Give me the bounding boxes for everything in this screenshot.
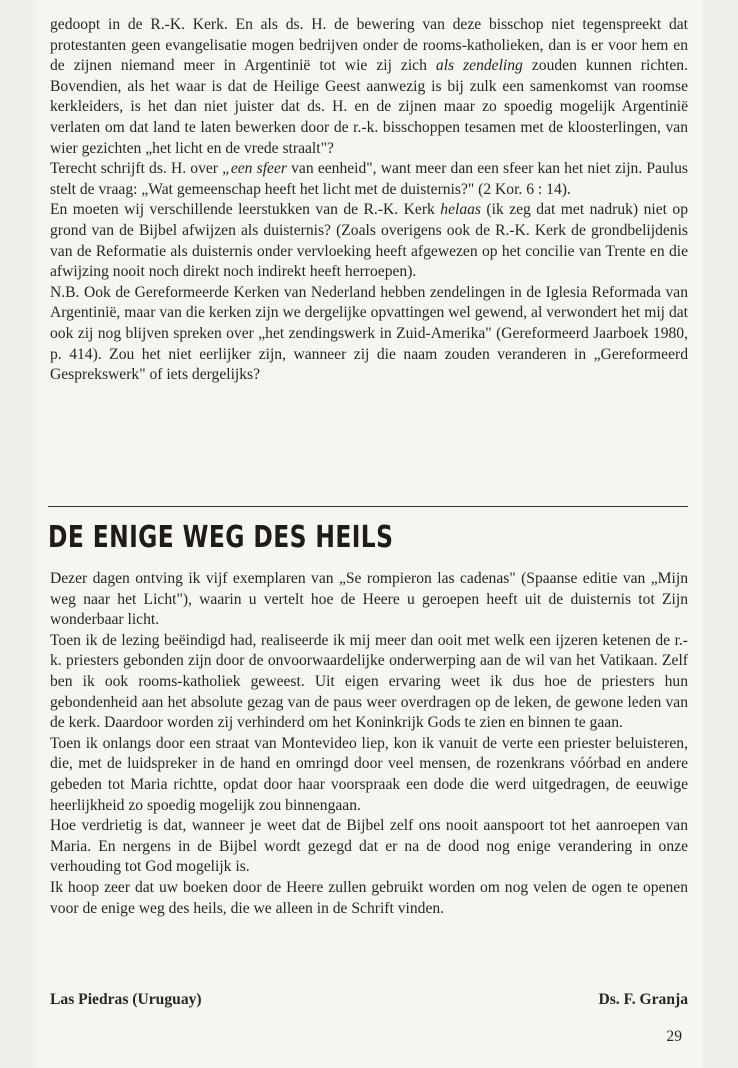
document-page — [36, 0, 702, 1068]
italic-emphasis: als zendeling — [435, 57, 523, 75]
paragraph: Terecht schrijft ds. H. over „een sfeer van eenheid", want meer dan een sfeer kan het niet zijn. Paulus stelt de vraag: „Wat gemeenschap heeft het licht met de duisternis?" (2 Kor. 6 : 14). — [50, 160, 688, 198]
article-heading: DE ENIGE WEG DES HEILS — [48, 520, 394, 555]
signature-line — [50, 990, 688, 1010]
section-divider — [48, 506, 688, 507]
page-number: 29 — [666, 1028, 682, 1045]
italic-emphasis: „een sfeer — [222, 160, 287, 178]
paragraph: Toen ik de lezing beëindigd had, realiseerde ik mij meer dan ooit met welk een ijzeren ketenen de r.-k. priesters gebonden zijn door de onvoorwaardelijke onderwerping aan de wil van het Vatikaan. Zelf ben ik ook rooms-katholiek geweest. Uit eigen ervaring weet ik dus hoe de priesters hun gebondenheid aan het absolute gezag van de paus weer overdragen op de leken, de gewone leden van de kerk. Daardoor worden zij verhinderd om het Koninkrijk Gods te zien en binnen te gaan. — [50, 631, 688, 732]
paragraph: Toen ik onlangs door een straat van Montevideo liep, kon ik vanuit de verte een priester beluisteren, die, met de luidspreker in de hand en omringd door veel mensen, de rozenkrans vóórbad en andere gebeden tot Maria richtte, opdat door haar voorspraak een dode die werd uitgedragen, de eeuwige heerlijkheid zo spoedig mogelijk zou binnengaan. — [50, 734, 688, 814]
paragraph: N.B. Ook de Gereformeerde Kerken van Nederland hebben zendelingen in de Iglesia Reformada van Argentinië, maar van die kerken zijn we dergelijke opvattingen wel gewend, al verwondert het mij dat ook zij nog blijven spreken over „het zendingswerk in Zuid-Amerika" (Gereformeerd Jaarboek 1980, p. 414). Zou het niet eerlijker zijn, wanneer zij die naam zouden veranderen in „Gereformeerd Gesprekswerk" of iets dergelijks? — [50, 283, 688, 384]
paragraph: Dezer dagen ontving ik vijf exemplaren van „Se rompieron las cadenas" (Spaanse editie van „Mijn weg naar het Licht"), waarin u vertelt hoe de Heere u geroepen heeft uit de duisternis tot Zijn wonderbaar licht. — [50, 570, 688, 629]
paragraph: Ik hoop zeer dat uw boeken door de Heere zullen gebruikt worden om nog velen de ogen te openen voor de enige weg des heils, die we alleen in de Schrift vinden. — [50, 878, 688, 917]
paragraph: gedoopt in de R.-K. Kerk. En als ds. H. de bewering van deze bisschop niet tegenspreekt dat protestanten geen evangelisatie mogen bedrijven onder de rooms-katholieken, dan is er voor hem en de zijnen niemand meer in Argentinië tot wie zij zich als zendeling zouden kunnen richten. Bovendien, als het waar is dat de Heilige Geest aanwezig is bij zulk een samenkomst van roomse kerkleiders, is het dan niet juister dat ds. H. en de zijnen maar zo spoedig mogelijk Argentinië verlaten om dat land te laten bewerken door de r.-k. bisschoppen tesamen met de kloosterlingen, van wier gezichten „het licht en de vrede straalt"? — [50, 16, 688, 157]
italic-emphasis: helaas — [440, 201, 481, 219]
signature-author: Ds. F. Granja — [598, 991, 688, 1008]
article-body — [50, 569, 688, 919]
paragraph: Hoe verdrietig is dat, wanneer je weet dat de Bijbel zelf ons nooit aanspoort tot het aanroepen van Maria. En nergens in de Bijbel wordt gezegd dat er na de dood nog enige verandering in onze verhouding tot God mogelijk is. — [50, 817, 688, 876]
article-continuation — [50, 15, 688, 386]
signature-place: Las Piedras (Uruguay) — [50, 991, 202, 1008]
paragraph: En moeten wij verschillende leerstukken van de R.-K. Kerk helaas (ik zeg dat met nadruk) niet op grond van de Bijbel afwijzen als duisternis? (Zoals overigens ook de R.-K. Kerk de grondbelijdenis van de Reformatie als duisternis onder vervloeking heeft afgewezen op het concilie van Trente en die afwijzing nooit noch direkt noch indirekt heeft herroepen). — [50, 201, 688, 281]
